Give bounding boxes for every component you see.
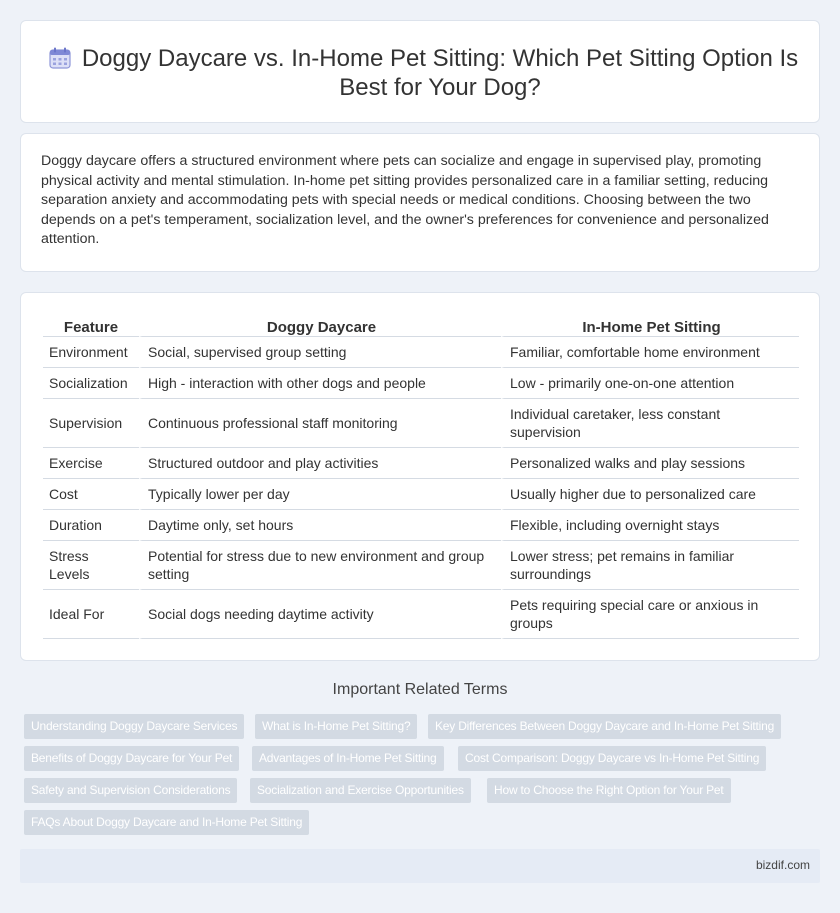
- calendar-icon: [48, 46, 72, 70]
- sitting-cell: Low - primarily one-on-one attention: [501, 368, 799, 399]
- related-term-tag[interactable]: Socialization and Exercise Opportunities: [250, 778, 471, 803]
- related-term-tag[interactable]: Benefits of Doggy Daycare for Your Pet: [24, 746, 239, 771]
- related-term-tag[interactable]: Understanding Doggy Daycare Services: [24, 714, 244, 739]
- table-row: [43, 479, 799, 510]
- related-terms-heading: Important Related Terms: [332, 681, 508, 698]
- daycare-cell: Potential for stress due to new environment and group setting: [139, 541, 501, 590]
- footer-bar: [20, 849, 820, 883]
- sitting-cell: Flexible, including overnight stays: [501, 510, 799, 541]
- table-row: [43, 399, 799, 448]
- sitting-cell: Pets requiring special care or anxious in groups: [501, 590, 799, 639]
- related-term-tag[interactable]: What is In-Home Pet Sitting?: [255, 714, 417, 739]
- daycare-cell: High - interaction with other dogs and people: [139, 368, 501, 399]
- table-row: [43, 448, 799, 479]
- feature-cell: Environment: [43, 337, 139, 368]
- page-title: Doggy Daycare vs. In-Home Pet Sitting: Which Pet Sitting Option Is Best for Your Dog?: [81, 45, 799, 101]
- related-term-tag[interactable]: FAQs About Doggy Daycare and In-Home Pet Sitting: [24, 810, 309, 835]
- feature-cell: Cost: [43, 479, 139, 510]
- header-in-home-pet-sitting: In-Home Pet Sitting: [501, 315, 799, 337]
- table-row: [43, 590, 799, 639]
- title-card: [20, 20, 820, 123]
- daycare-cell: Structured outdoor and play activities: [139, 448, 501, 479]
- table-row: [43, 541, 799, 590]
- header-doggy-daycare: Doggy Daycare: [139, 315, 501, 337]
- table-header-row: [43, 315, 799, 337]
- feature-cell: Supervision: [43, 399, 139, 448]
- feature-cell: Exercise: [43, 448, 139, 479]
- daycare-cell: Social dogs needing daytime activity: [139, 590, 501, 639]
- feature-cell: Socialization: [43, 368, 139, 399]
- table-row: [43, 368, 799, 399]
- table-row: [43, 510, 799, 541]
- related-term-tag[interactable]: Cost Comparison: Doggy Daycare vs In-Home Pet Sitting: [458, 746, 766, 771]
- intro-card: [20, 133, 820, 272]
- feature-cell: Stress Levels: [43, 541, 139, 590]
- daycare-cell: Social, supervised group setting: [139, 337, 501, 368]
- feature-cell: Duration: [43, 510, 139, 541]
- sitting-cell: Lower stress; pet remains in familiar surroundings: [501, 541, 799, 590]
- sitting-cell: Personalized walks and play sessions: [501, 448, 799, 479]
- table-row: [43, 337, 799, 368]
- related-term-tag[interactable]: Key Differences Between Doggy Daycare and In-Home Pet Sitting: [428, 714, 781, 739]
- related-term-tag[interactable]: How to Choose the Right Option for Your Pet: [487, 778, 731, 803]
- feature-cell: Ideal For: [43, 590, 139, 639]
- sitting-cell: Individual caretaker, less constant supervision: [501, 399, 799, 448]
- related-term-tag[interactable]: Safety and Supervision Considerations: [24, 778, 237, 803]
- header-feature: Feature: [43, 315, 139, 337]
- intro-paragraph: Doggy daycare offers a structured environment where pets can socialize and engage in supervised play, promoting physical activity and mental stimulation. In-home pet sitting provides personalized care in a familiar setting, reducing separation anxiety and accommodating pets with special needs or medical conditions. Choosing between the two depends on a pet's temperament, socialization level, and the owner's preferences for convenience and personalized attention.: [41, 153, 769, 248]
- sitting-cell: Usually higher due to personalized care: [501, 479, 799, 510]
- daycare-cell: Continuous professional staff monitoring: [139, 399, 501, 448]
- footer-brand[interactable]: bizdif.com: [755, 858, 810, 872]
- related-term-tag[interactable]: Advantages of In-Home Pet Sitting: [252, 746, 444, 771]
- daycare-cell: Typically lower per day: [139, 479, 501, 510]
- sitting-cell: Familiar, comfortable home environment: [501, 337, 799, 368]
- comparison-card: [20, 292, 820, 661]
- daycare-cell: Daytime only, set hours: [139, 510, 501, 541]
- comparison-table: [43, 315, 799, 639]
